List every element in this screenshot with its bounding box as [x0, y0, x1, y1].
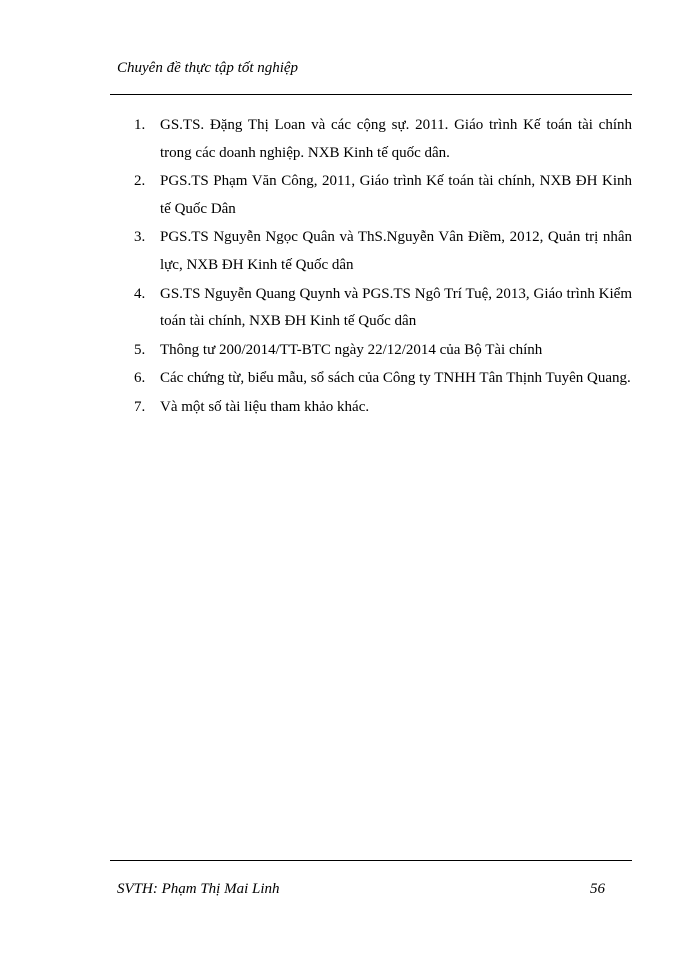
page-number: 56 — [590, 881, 605, 897]
header-title: Chuyên đề thực tập tốt nghiệp — [117, 60, 299, 76]
reference-item — [110, 112, 632, 167]
reference-item — [110, 168, 632, 223]
reference-item — [110, 365, 632, 393]
reference-item — [110, 337, 632, 365]
reference-text: GS.TS Nguyễn Quang Quynh và PGS.TS Ngô Trí Tuệ, 2013, Giáo trình Kiểm toán tài chính, NXB ĐH Kinh tế Quốc dân — [160, 285, 632, 330]
reference-number: 4. — [134, 285, 146, 302]
reference-number: 3. — [134, 229, 146, 246]
reference-item — [110, 394, 632, 422]
reference-number: 5. — [134, 341, 146, 358]
reference-number: 7. — [134, 398, 146, 415]
footer-divider — [110, 860, 632, 861]
reference-text: Và một số tài liệu tham khảo khác. — [160, 398, 370, 415]
reference-text: Thông tư 200/2014/TT-BTC ngày 22/12/2014 của Bộ Tài chính — [160, 341, 543, 358]
reference-text: PGS.TS Phạm Văn Công, 2011, Giáo trình Kế toán tài chính, NXB ĐH Kinh tế Quốc Dân — [160, 173, 632, 217]
reference-list — [110, 112, 632, 422]
reference-item — [110, 281, 632, 336]
reference-item — [110, 224, 632, 279]
reference-number: 2. — [134, 173, 146, 190]
reference-number: 1. — [134, 117, 146, 133]
reference-text: PGS.TS Nguyễn Ngọc Quân và ThS.Nguyễn Vân Điềm, 2012, Quản trị nhân lực, NXB ĐH Kinh tế Quốc dân — [160, 229, 632, 273]
reference-text: GS.TS. Đặng Thị Loan và các cộng sự. 2011. Giáo trình Kế toán tài chính trong các doanh nghiệp. NXB Kinh tế quốc dân. — [160, 117, 632, 161]
reference-number: 6. — [134, 370, 146, 387]
header-divider — [110, 94, 632, 95]
reference-text: Các chứng từ, biểu mẫu, sổ sách của Công ty TNHH Tân Thịnh Tuyên Quang. — [160, 370, 631, 387]
footer-author: SVTH: Phạm Thị Mai Linh — [117, 881, 280, 897]
